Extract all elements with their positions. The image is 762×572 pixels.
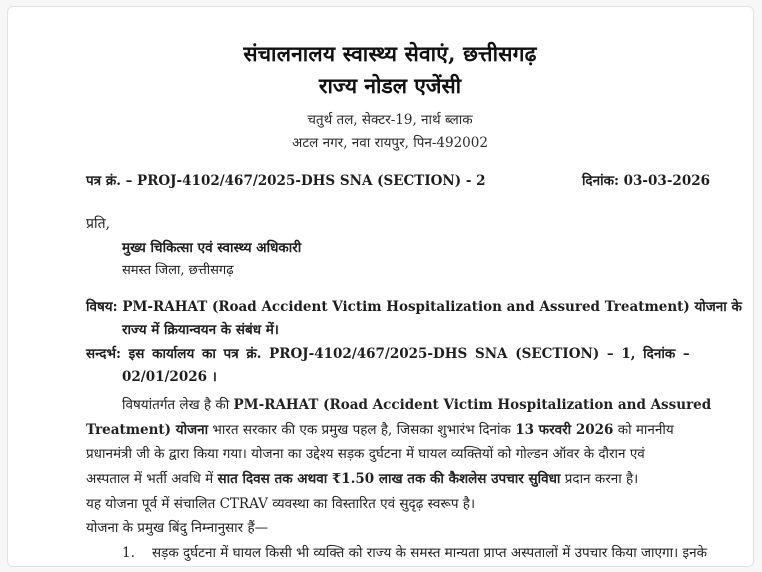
- body-paragraph-line-4: [86, 469, 706, 487]
- launch-date: 13 फरवरी 2026: [515, 422, 614, 438]
- body-paragraph-line-3: प्रधानमंत्री जी के द्वारा किया गया। योजना का उद्देश्य सड़क दुर्घटना में घायल व्यक्तियों को गोल्डन ऑवर के दौरान एवं: [86, 446, 645, 462]
- agency-title: राज्य नोडल एजेंसी: [318, 73, 462, 98]
- body-paragraph-line-1: [86, 395, 742, 413]
- reference-line: सन्दर्भ: इस कार्यालय का पत्र क्रं. PROJ-4102/467/2025-DHS SNA (SECTION) – 1, दिनांक –: [86, 346, 690, 362]
- address-line-1: चतुर्थ तल, सेक्टर-19, नार्थ ब्लाक: [307, 112, 473, 128]
- list-item-number: 1.: [122, 545, 135, 561]
- recipient-label: प्रति,: [86, 216, 111, 232]
- recipient-district: समस्त जिला, छत्तीसगढ़: [122, 263, 234, 278]
- subject-line: विषय: PM-RAHAT (Road Accident Victim Hospitalization and Assured Treatment) योजना के: [86, 299, 742, 315]
- document-card: [7, 6, 754, 567]
- body-text: प्रदान करना है।: [560, 471, 639, 487]
- subject-line-continued: राज्य में क्रियान्वयन के संबंध में।: [122, 322, 279, 338]
- body-text: अस्पताल में भर्ती अवधि में: [86, 471, 218, 487]
- benefit-highlight: सात दिवस तक अथवा ₹1.50 लाख तक की कैशलेस उपचार सुविधा: [217, 471, 561, 487]
- scheme-name-continued: Treatment) योजना: [86, 422, 209, 438]
- body-text: को माननीय: [613, 422, 674, 438]
- department-title: संचालनालय स्वास्थ्य सेवाएं, छत्तीसगढ़: [243, 41, 537, 66]
- address-line-2: अटल नगर, नवा रायपुर, पिन-492002: [292, 135, 488, 151]
- body-paragraph-line-2: [86, 420, 706, 438]
- reference-line-continued: 02/01/2026 ।: [122, 369, 217, 385]
- list-item-text: सड़क दुर्घटना में घायल किसी भी व्यक्ति को राज्य के समस्त मान्यता प्राप्त अस्पतालों में उपचार किया जाएगा। इनके: [152, 545, 708, 561]
- recipient-name: मुख्य चिकित्सा एवं स्वास्थ्य अधिकारी: [122, 240, 302, 256]
- scheme-name: PM-RAHAT (Road Accident Victim Hospitalization and Assured: [233, 397, 712, 413]
- letter-reference-number: पत्र क्रं. – PROJ-4102/467/2025-DHS SNA (SECTION) - 2: [86, 173, 486, 189]
- list-item: [86, 543, 742, 561]
- body-text: भारत सरकार की एक प्रमुख पहल है, जिसका शुभारंभ दिनांक: [208, 422, 516, 438]
- body-paragraph-line-5: यह योजना पूर्व में संचालित CTRAV व्यवस्था का विस्तारित एवं सुदृढ़ स्वरूप है।: [86, 496, 476, 512]
- letter-date: दिनांक: 03-03-2026: [581, 173, 710, 189]
- body-text: विषयांतर्गत लेख है की: [122, 397, 234, 413]
- key-points-heading: योजना के प्रमुख बिंदु निम्नानुसार हैं—: [86, 520, 269, 536]
